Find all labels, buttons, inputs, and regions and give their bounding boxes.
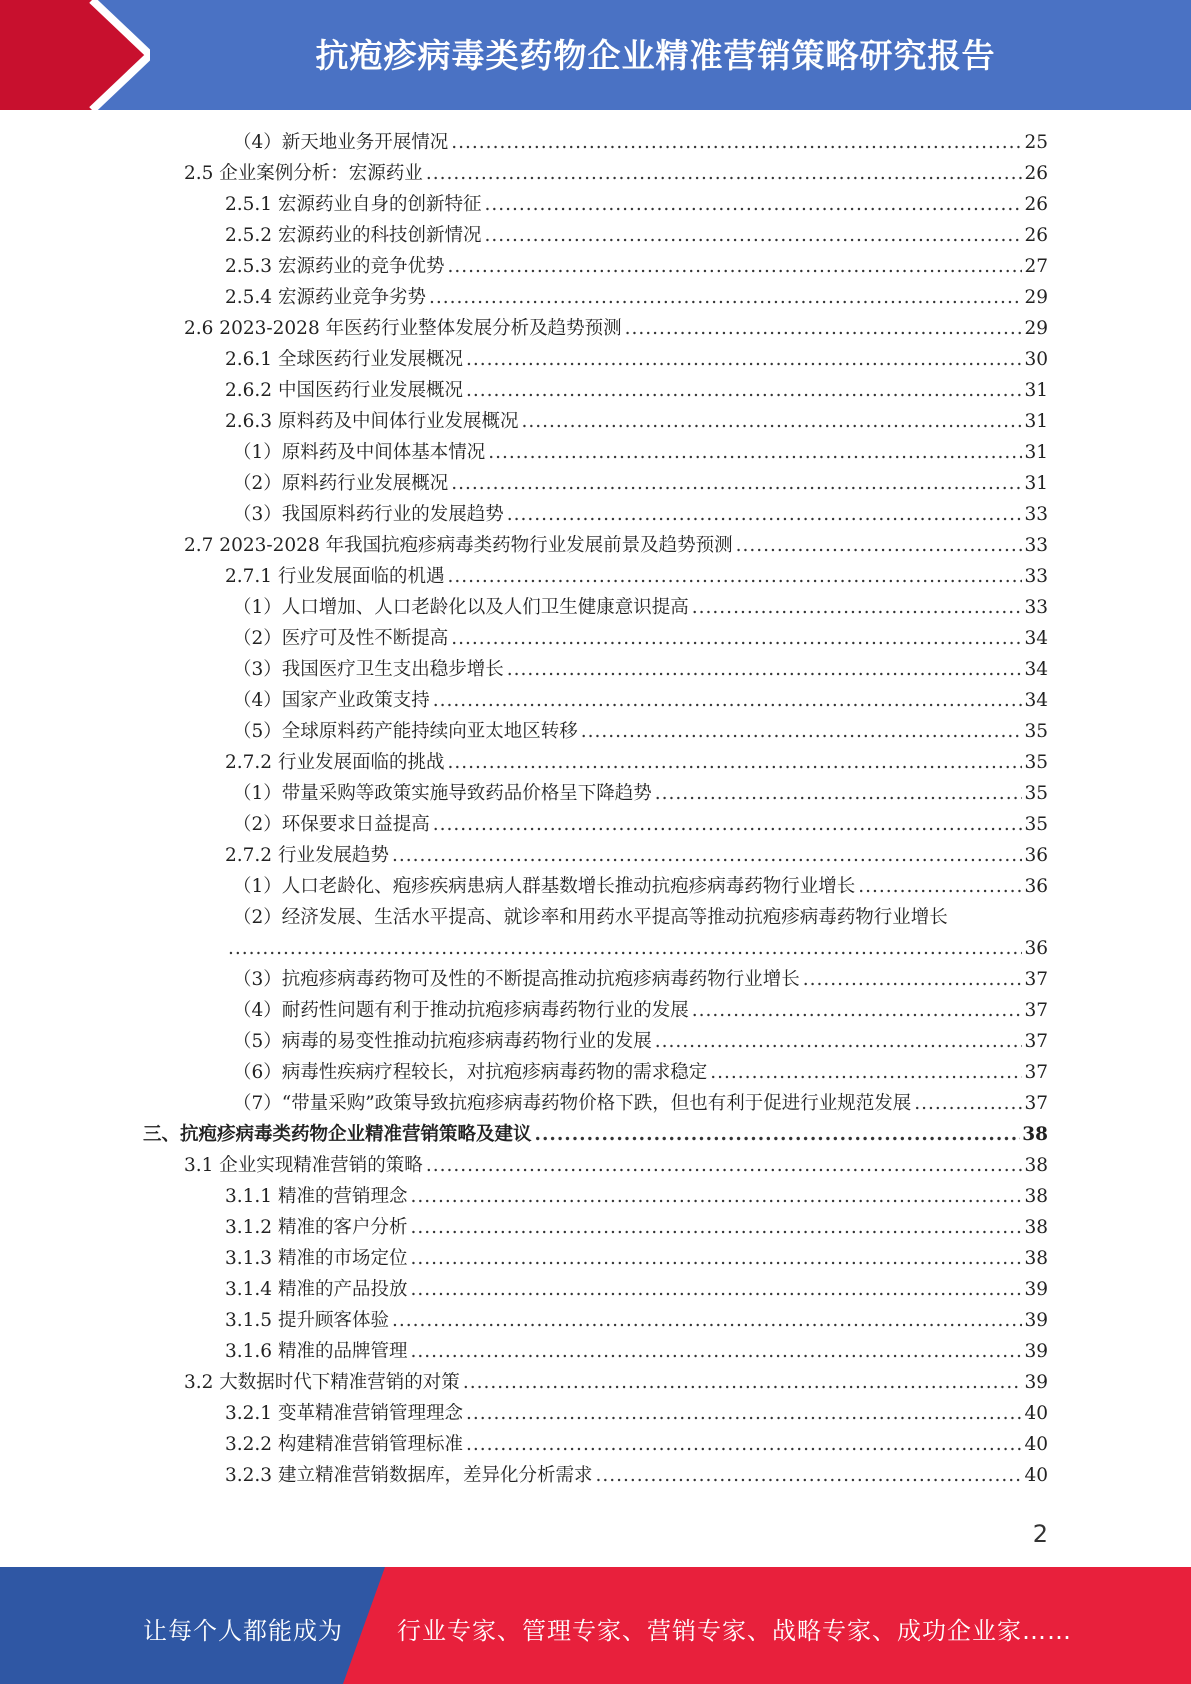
toc-entry[interactable]: 3.2.3 建立精准营销数据库，差异化分析需求 ..... 40 [225,1461,1048,1491]
toc-entry[interactable]: （1）人口增加、人口老龄化以及人们卫生健康意识提高 ..... 33 [233,593,1048,623]
report-title: 抗疱疹病毒类药物企业精准营销策略研究报告 [315,36,996,75]
page-footer [0,1567,1191,1684]
toc-entry[interactable]: 2.5.1 宏源药业自身的创新特征 ..... 26 [225,190,1048,220]
toc-entry[interactable]: （5）全球原料药产能持续向亚太地区转移 ..... 35 [233,717,1048,747]
toc-entry[interactable]: （3）我国原料药行业的发展趋势 ..... 33 [233,500,1048,530]
toc-entry[interactable]: 2.6 2023-2028 年医药行业整体发展分析及趋势预测 ..... 29 [184,314,1048,344]
toc-entry[interactable]: 2.5.2 宏源药业的科技创新情况 ..... 26 [225,221,1048,251]
toc-entry[interactable]: 2.6.1 全球医药行业发展概况 ..... 30 [225,345,1048,375]
toc-entry[interactable]: （5）病毒的易变性推动抗疱疹病毒药物行业的发展 ..... 37 [233,1027,1048,1057]
toc-entry[interactable]: 2.7.1 行业发展面临的机遇 ..... 33 [225,562,1048,592]
toc-entry[interactable]: 3.1.2 精准的客户分析 ..... 38 [225,1213,1048,1243]
toc-entry[interactable]: （2）医疗可及性不断提高 ..... 34 [233,624,1048,654]
toc-entry[interactable]: （4）耐药性问题有利于推动抗疱疹病毒药物行业的发展 ..... 37 [233,996,1048,1026]
toc-entry[interactable]: （7）“带量采购”政策导致抗疱疹病毒药物价格下跌，但也有利于促进行业规范发展 ..... 37 [233,1089,1048,1119]
toc-entry[interactable]: 3.1 企业实现精准营销的策略 ..... 38 [184,1151,1048,1181]
toc-entry[interactable]: （1）带量采购等政策实施导致药品价格呈下降趋势 ..... 35 [233,779,1048,809]
toc-entry[interactable]: 2.7.2 行业发展趋势 ..... 36 [225,841,1048,871]
toc-entry[interactable]: 2.5 企业案例分析：宏源药业 ..... 26 [184,159,1048,189]
toc-entry[interactable]: 2.5.4 宏源药业竞争劣势 ..... 29 [225,283,1048,313]
toc-entry[interactable]: （4）新天地业务开展情况 ..... 25 [233,128,1048,158]
toc-entry[interactable]: 3.2.1 变革精准营销管理理念 ..... 40 [225,1399,1048,1429]
toc-entry[interactable]: 2.6.3 原料药及中间体行业发展概况 ..... 31 [225,407,1048,437]
toc-entry-wrapped-line2[interactable]: ..... 36 [228,934,1048,964]
toc-entry[interactable]: 3.1.1 精准的营销理念 ..... 38 [225,1182,1048,1212]
toc-entry-wrapped-line1[interactable]: （2）经济发展、生活水平提高、就诊率和用药水平提高等推动抗疱疹病毒药物行业增长 [233,907,948,928]
toc-entry[interactable]: 3.1.5 提升顾客体验 ..... 39 [225,1306,1048,1336]
toc-entry[interactable]: （2）环保要求日益提高 ..... 35 [233,810,1048,840]
toc-entry[interactable]: （3）抗疱疹病毒药物可及性的不断提高推动抗疱疹病毒药物行业增长 ..... 37 [233,965,1048,995]
toc-entry[interactable]: （2）原料药行业发展概况 ..... 31 [233,469,1048,499]
footer-slogan-right: 行业专家、管理专家、营销专家、战略专家、成功企业家…… [397,1617,1072,1645]
toc-entry[interactable]: 2.5.3 宏源药业的竞争优势 ..... 27 [225,252,1048,282]
toc-entry[interactable]: 3.2 大数据时代下精准营销的对策 ..... 39 [184,1368,1048,1398]
toc-entry[interactable]: 2.6.2 中国医药行业发展概况 ..... 31 [225,376,1048,406]
toc-entry[interactable]: 2.7 2023-2028 年我国抗疱疹病毒类药物行业发展前景及趋势预测 ..... 33 [184,531,1048,561]
toc-entry[interactable]: 3.2.2 构建精准营销管理标准 ..... 40 [225,1430,1048,1460]
toc-entry[interactable]: 2.7.2 行业发展面临的挑战 ..... 35 [225,748,1048,778]
toc-entry[interactable]: （3）我国医疗卫生支出稳步增长 ..... 34 [233,655,1048,685]
toc-entry[interactable]: （6）病毒性疾病疗程较长，对抗疱疹病毒药物的需求稳定 ..... 37 [233,1058,1048,1088]
toc-chapter-entry[interactable]: 三、抗疱疹病毒类药物企业精准营销策略及建议 ..... 38 [143,1120,1048,1150]
page-number: 2 [1032,1520,1048,1548]
toc-entry[interactable]: 3.1.3 精准的市场定位 ..... 38 [225,1244,1048,1274]
page-header [0,0,1191,110]
toc-entry[interactable]: （1）原料药及中间体基本情况 ..... 31 [233,438,1048,468]
toc-entry[interactable]: 3.1.4 精准的产品投放 ..... 39 [225,1275,1048,1305]
toc-entry[interactable]: 3.1.6 精准的品牌管理 ..... 39 [225,1337,1048,1367]
toc-entry[interactable]: （4）国家产业政策支持 ..... 34 [233,686,1048,716]
toc-entry[interactable]: （1）人口老龄化、疱疹疾病患病人群基数增长推动抗疱疹病毒药物行业增长 ..... 36 [233,872,1048,902]
footer-slogan-left: 让每个人都能成为 [143,1617,343,1645]
